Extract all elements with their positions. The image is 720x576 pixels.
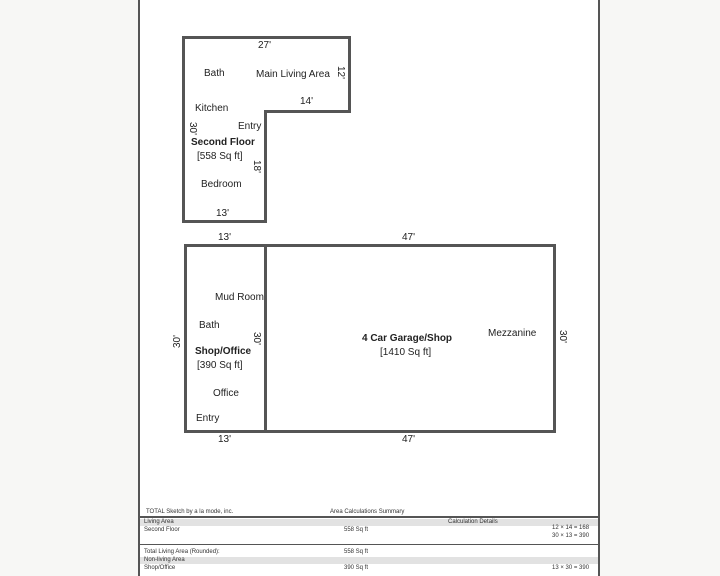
area-calculations-summary	[140, 508, 598, 576]
dim-shop-top: 13'	[218, 232, 232, 243]
garage-title: 4 Car Garage/Shop	[362, 333, 453, 344]
shop-office-area: [390 Sq ft]	[197, 360, 243, 371]
shop-office-row-value: 390 Sq ft	[344, 565, 369, 571]
shop-office-row-label: Shop/Office	[144, 565, 176, 571]
dim-shop-left: 30'	[172, 334, 183, 348]
room-bedroom: Bedroom	[201, 179, 242, 190]
non-living-header: Non-living Area	[144, 557, 185, 563]
second-floor-wall-left	[182, 36, 185, 223]
room-entry-shop: Entry	[196, 413, 220, 424]
dim-garage-bottom: 47'	[402, 434, 416, 445]
dim-garage-top: 47'	[402, 232, 416, 243]
second-floor-title: Second Floor	[191, 137, 255, 148]
second-floor-wall-right-upper	[348, 36, 351, 113]
summary-mid-rule	[140, 544, 598, 545]
calc-line-3: 13 × 30 = 390	[552, 565, 590, 571]
shop-office-title: Shop/Office	[195, 346, 252, 357]
dim-shop-bottom: 13'	[218, 434, 232, 445]
second-floor-wall-top	[182, 36, 350, 39]
dim-garage-right: 30'	[557, 330, 568, 344]
calc-details-header: Calculation Details	[448, 519, 498, 525]
lower-wall-bottom	[184, 430, 556, 433]
calc-line-2: 30 × 13 = 390	[552, 533, 590, 539]
dim-second-top: 27'	[258, 40, 272, 51]
room-entry-second: Entry	[238, 121, 262, 132]
dim-second-right-long: 18'	[251, 160, 262, 174]
living-area-header: Living Area	[144, 519, 174, 525]
room-bath-second: Bath	[204, 68, 225, 79]
floor-plan-sheet	[138, 0, 600, 576]
dim-second-step: 14'	[300, 96, 314, 107]
dim-second-right-short: 12'	[335, 66, 346, 80]
lower-wall-top	[184, 244, 556, 247]
summary-title: Area Calculations Summary	[330, 509, 405, 515]
shop-garage-divider	[264, 244, 267, 433]
room-kitchen: Kitchen	[195, 103, 229, 114]
summary-top-rule	[140, 516, 598, 518]
second-floor-area: [558 Sq ft]	[197, 151, 243, 162]
second-floor-row-value: 558 Sq ft	[344, 527, 369, 533]
lower-wall-left	[184, 244, 187, 433]
room-mud-room: Mud Room	[215, 292, 264, 303]
brand-label: TOTAL Sketch by a la mode, inc.	[146, 509, 234, 515]
second-floor-wall-right-lower	[264, 110, 267, 223]
room-main-living-area: Main Living Area	[256, 69, 330, 80]
non-living-header-band	[140, 557, 598, 564]
room-mezzanine: Mezzanine	[488, 328, 537, 339]
calc-line-1: 12 × 14 = 168	[552, 525, 590, 531]
total-living-value: 558 Sq ft	[344, 549, 369, 555]
second-floor-wall-bottom	[182, 220, 267, 223]
room-bath-shop: Bath	[199, 320, 220, 331]
room-office: Office	[213, 388, 239, 399]
living-area-header-band	[140, 519, 598, 526]
dim-second-left: 30'	[187, 122, 198, 136]
dim-shop-right: 30'	[251, 332, 262, 346]
garage-area: [1410 Sq ft]	[380, 347, 432, 358]
second-floor-wall-step	[264, 110, 351, 113]
dim-second-bottom: 13'	[216, 208, 230, 219]
total-living-label: Total Living Area (Rounded):	[144, 549, 220, 555]
second-floor-row-label: Second Floor	[144, 527, 180, 533]
